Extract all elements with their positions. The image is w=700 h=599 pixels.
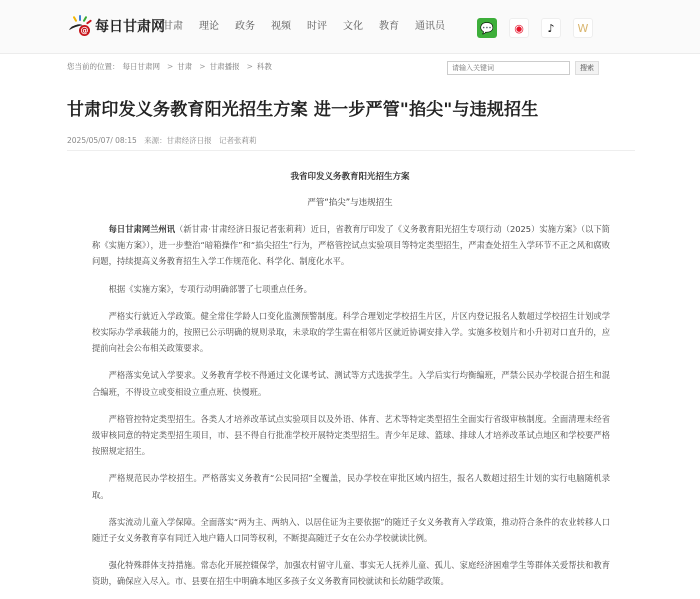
breadcrumb-separator: > bbox=[246, 62, 253, 71]
article-meta bbox=[67, 135, 262, 146]
article-paragraph: 每日甘肃网兰州讯（新甘肃·甘肃经济日报记者张莉莉）近日，省教育厅印发了《义务教育阳光招生专项行动（2025）实施方案》（以下简称《实施方案》），进一步整治“暗箱操作”和“掐尖招生”行为，严格管控试点实验项目等特定类型招生，严肃查处招生入学环节不正之风和腐败问题，持续提高义务教育招生入学工作规范化、科学化、制度化水平。 bbox=[92, 224, 610, 267]
breadcrumb bbox=[67, 61, 275, 72]
article-paragraph: 严格落实免试入学要求。义务教育学校不得通过文化课考试、测试等方式选拔学生。入学后实行均衡编班，严禁公民办学校混合招生和混合编班，不得设立或变相设立重点班、快慢班。 bbox=[92, 370, 610, 397]
logo-mark-icon: @ bbox=[68, 15, 94, 37]
search-button[interactable]: 搜索 bbox=[575, 61, 599, 75]
article-body bbox=[92, 221, 610, 599]
breadcrumb-prefix: 您当前的位置： bbox=[67, 62, 120, 71]
top-header-bar bbox=[0, 0, 700, 54]
article-title: 甘肃印发义务教育阳光招生方案 进一步严管"掐尖"与违规招生 bbox=[67, 100, 539, 120]
wechat-icon[interactable]: 💬 bbox=[477, 18, 497, 38]
article-paragraph: 严格规范民办学校招生。严格落实义务教育“公民同招”全覆盖，民办学校在审批区域内招生，报名人数超过招生计划的实行电脑随机录取。 bbox=[92, 473, 610, 500]
nav-item-culture[interactable]: 文化 bbox=[343, 21, 363, 32]
nav-item-education[interactable]: 教育 bbox=[379, 21, 399, 32]
article-subheading-main: 我省印发义务教育阳光招生方案 bbox=[290, 172, 410, 182]
breadcrumb-item-science-education[interactable]: 科教 bbox=[256, 62, 272, 71]
other-app-icon[interactable]: W bbox=[573, 18, 593, 38]
article-paragraph: 严格管控特定类型招生。各类人才培养改革试点实验项目以及外语、体育、艺术等特定类型招生全面实行省级审核制度。全面清理未经省级审核同意的特定类型招生项目，市、县不得自行批准学校开展特定类型招生。青少年足球、篮球、排球人才培养改革试点地区和学校要严格按照规定招生。 bbox=[92, 413, 610, 457]
social-links bbox=[477, 18, 593, 38]
search-input[interactable] bbox=[447, 61, 570, 75]
nav-item-gansu[interactable]: 甘肃 bbox=[163, 21, 183, 32]
breadcrumb-item-gansu[interactable]: 甘肃 bbox=[177, 62, 193, 71]
article-paragraph: 根据《实施方案》，专项行动明确部署了七项重点任务。 bbox=[108, 283, 312, 294]
dateline: 每日甘肃网兰州讯 bbox=[108, 224, 176, 234]
article-subheading-secondary: 严管“掐尖”与违规招生 bbox=[307, 198, 393, 208]
publish-date: 2025/05/07/ 08:15 bbox=[67, 136, 137, 145]
site-logo[interactable] bbox=[68, 15, 165, 37]
nav-item-video[interactable]: 视频 bbox=[271, 21, 291, 32]
logo-text: 每日甘肃网 bbox=[95, 19, 165, 35]
weibo-icon[interactable]: ◉ bbox=[509, 18, 529, 38]
breadcrumb-separator: > bbox=[167, 62, 174, 71]
article-paragraph: 落实流动儿童入学保障。全面落实“两为主、两纳入、以居住证为主要依据”的随迁子女义务教育入学政策，推动符合条件的农业转移人口随迁子女义务教育享有同迁入地户籍人口同等权利，不断提高随迁子女在公办学校就读比例。 bbox=[92, 516, 610, 544]
article-source: 来源：甘肃经济日报 bbox=[144, 136, 212, 145]
article-paragraph: 严格实行就近入学政策。健全常住学龄人口变化监测预警制度。科学合理划定学校招生片区，片区内登记报名人数超过学校招生计划或学校实际办学承载能力的，按照已公示明确的规则录取，未录取的学生需在相邻片区就近协调安排入学。实施多校划片和小升初对口直升的，应提前向社会公布相关政策要求。 bbox=[92, 310, 610, 354]
breadcrumb-item-home[interactable]: 每日甘肃网 bbox=[122, 62, 160, 71]
breadcrumb-item-broadcast[interactable]: 甘肃播报 bbox=[209, 62, 240, 71]
douyin-icon[interactable]: ♪ bbox=[541, 18, 561, 38]
nav-item-correspondent[interactable]: 通讯员 bbox=[415, 21, 445, 32]
article-author: 记者张莉莉 bbox=[219, 136, 257, 145]
article-paragraph: 强化特殊群体支持措施。常态化开展控辍保学，加强农村留守儿童、事实无人抚养儿童、孤儿、家庭经济困难学生等群体关爱帮扶和教育资助，确保应入尽入。市、县要在招生中明确本地区多孩子女义务教育同校就读和长幼随学政策。 bbox=[92, 560, 610, 587]
nav-item-theory[interactable]: 理论 bbox=[199, 21, 219, 32]
nav-item-commentary[interactable]: 时评 bbox=[307, 21, 327, 32]
breadcrumb-separator: > bbox=[199, 62, 206, 71]
title-divider bbox=[67, 150, 635, 151]
main-nav bbox=[163, 20, 461, 34]
nav-item-government[interactable]: 政务 bbox=[235, 21, 255, 32]
